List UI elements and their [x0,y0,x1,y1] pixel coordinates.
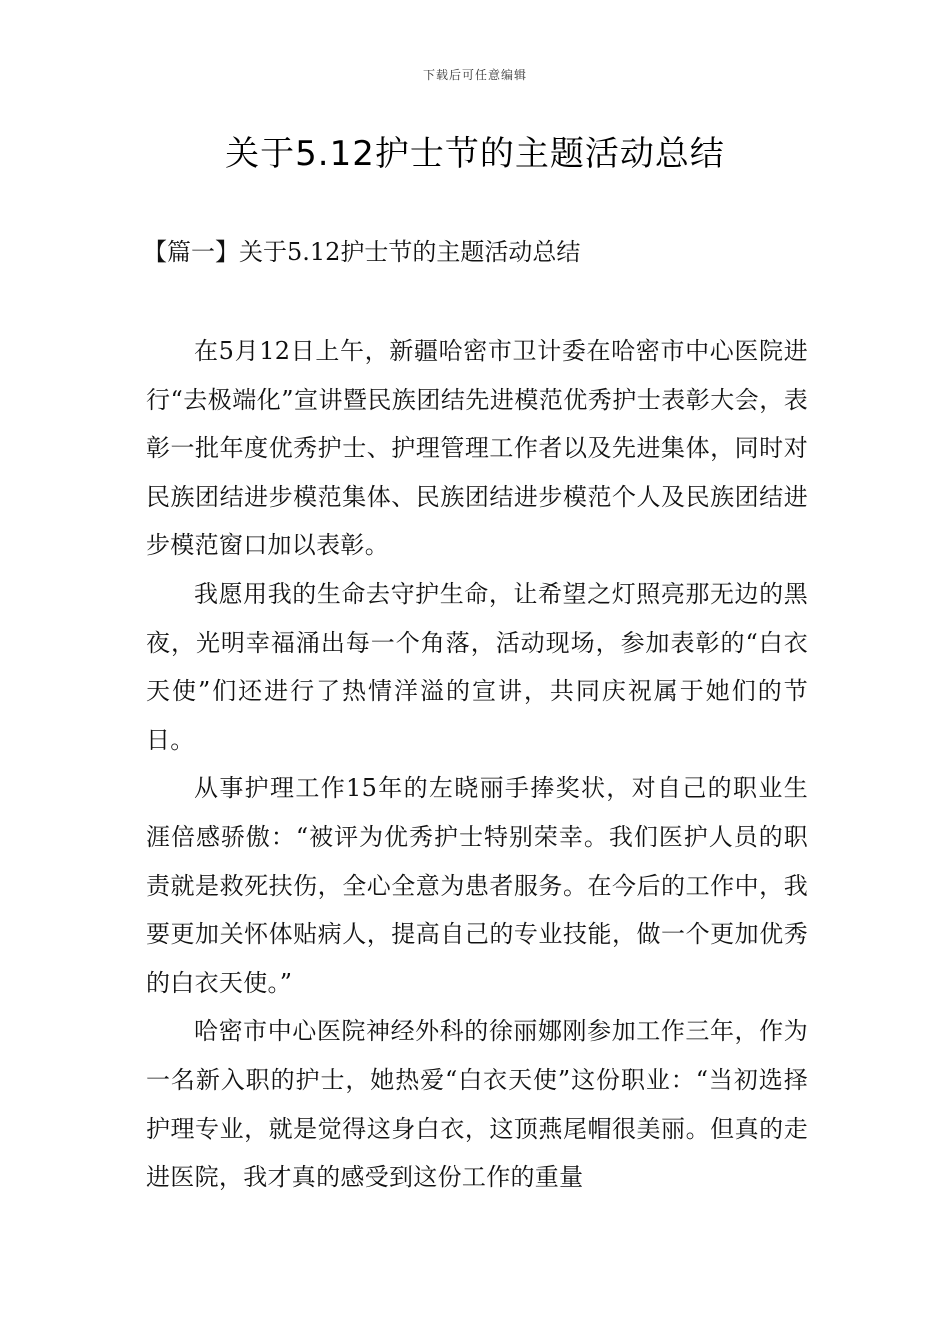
paragraph-4: 哈密市中心医院神经外科的徐丽娜刚参加工作三年，作为一名新入职的护士，她热爱“白衣天使”这份职业：“当初选择护理专业，就是觉得这身白衣，这顶燕尾帽很美丽。但真的走进医院，我才真的感受到这份工作的重量 [146,1017,808,1192]
paragraph-3: 从事护理工作15年的左晓丽手捧奖状，对自己的职业生涯倍感骄傲：“被评为优秀护士特别荣幸。我们医护人员的职责就是救死扶伤，全心全意为患者服务。在今后的工作中，我要更加关怀体贴病人，提高自己的专业技能，做一个更加优秀的白衣天使。” [146,774,808,997]
header-note: 下载后可任意编辑 [422,68,527,82]
body-text [146,327,808,1202]
paragraph-2: 我愿用我的生命去守护生命，让希望之灯照亮那无边的黑夜，光明幸福涌出每一个角落，活动现场，参加表彰的“白衣天使”们还进行了热情洋溢的宣讲，共同庆祝属于她们的节日。 [146,579,808,754]
paragraph-1: 在5月12日上午，新疆哈密市卫计委在哈密市中心医院进行“去极端化”宣讲暨民族团结先进模范优秀护士表彰大会，表彰一批年度优秀护士、护理管理工作者以及先进集体，同时对民族团结进步模范集体、民族团结进步模范个人及民族团结进步模范窗口加以表彰。 [146,337,808,560]
section-heading: 【篇一】关于5.12护士节的主题活动总结 [143,238,581,266]
document-title: 关于5.12护士节的主题活动总结 [225,134,725,174]
